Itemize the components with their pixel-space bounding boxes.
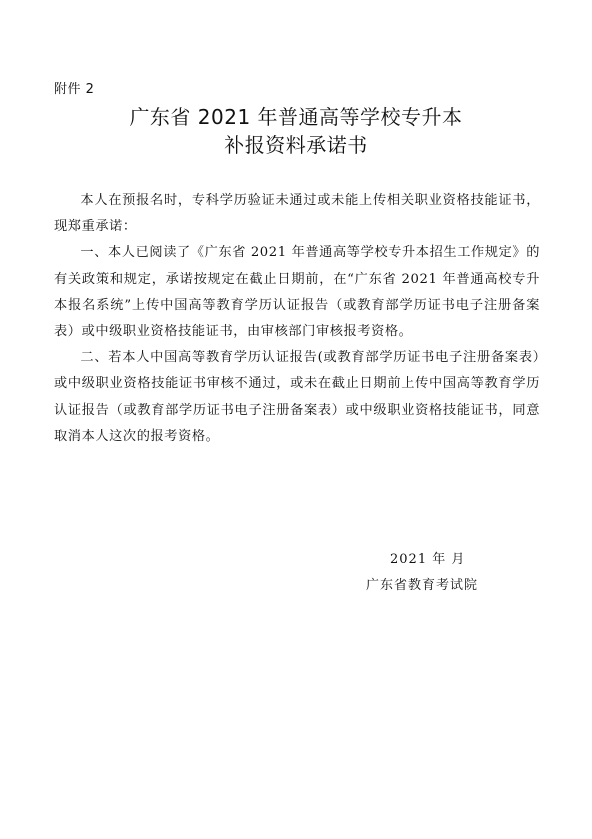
paragraph-commitment-2: 二、若本人中国高等教育学历认证报告(或教育部学历证书电子注册备案表）或中级职业资格技能证书审核不通过，或未在截止日期前上传中国高等教育学历认证报告（或教育部学历证书电子注册备案表）或中级职业资格技能证书，同意取消本人这次的报考资格。	[54, 350, 540, 444]
signature-organization: 广东省教育考试院	[366, 578, 479, 593]
attachment-label: 附件 2	[54, 82, 95, 97]
paragraph-commitment-1: 一、本人已阅读了《广东省 2021 年普通高等学校专升本招生工作规定》的有关政策和规定，承诺按规定在截止日期前，在“广东省 2021 年普通高校专升本报名系统”上传中国高等教育学历认证报告（或教育部学历证书电子注册备案表）或中级职业资格技能证书，由审核部门审核报考资格。	[54, 245, 540, 340]
document-title-line2: 补报资料承诺书	[224, 133, 368, 157]
signature-date: 2021 年 月	[390, 552, 466, 567]
paragraph-intro: 本人在预报名时，专科学历验证未通过或未能上传相关职业资格技能证书，现郑重承诺：	[54, 193, 540, 235]
document-body	[54, 188, 540, 450]
document-title-line1: 广东省 2021 年普通高等学校专升本	[129, 105, 463, 129]
